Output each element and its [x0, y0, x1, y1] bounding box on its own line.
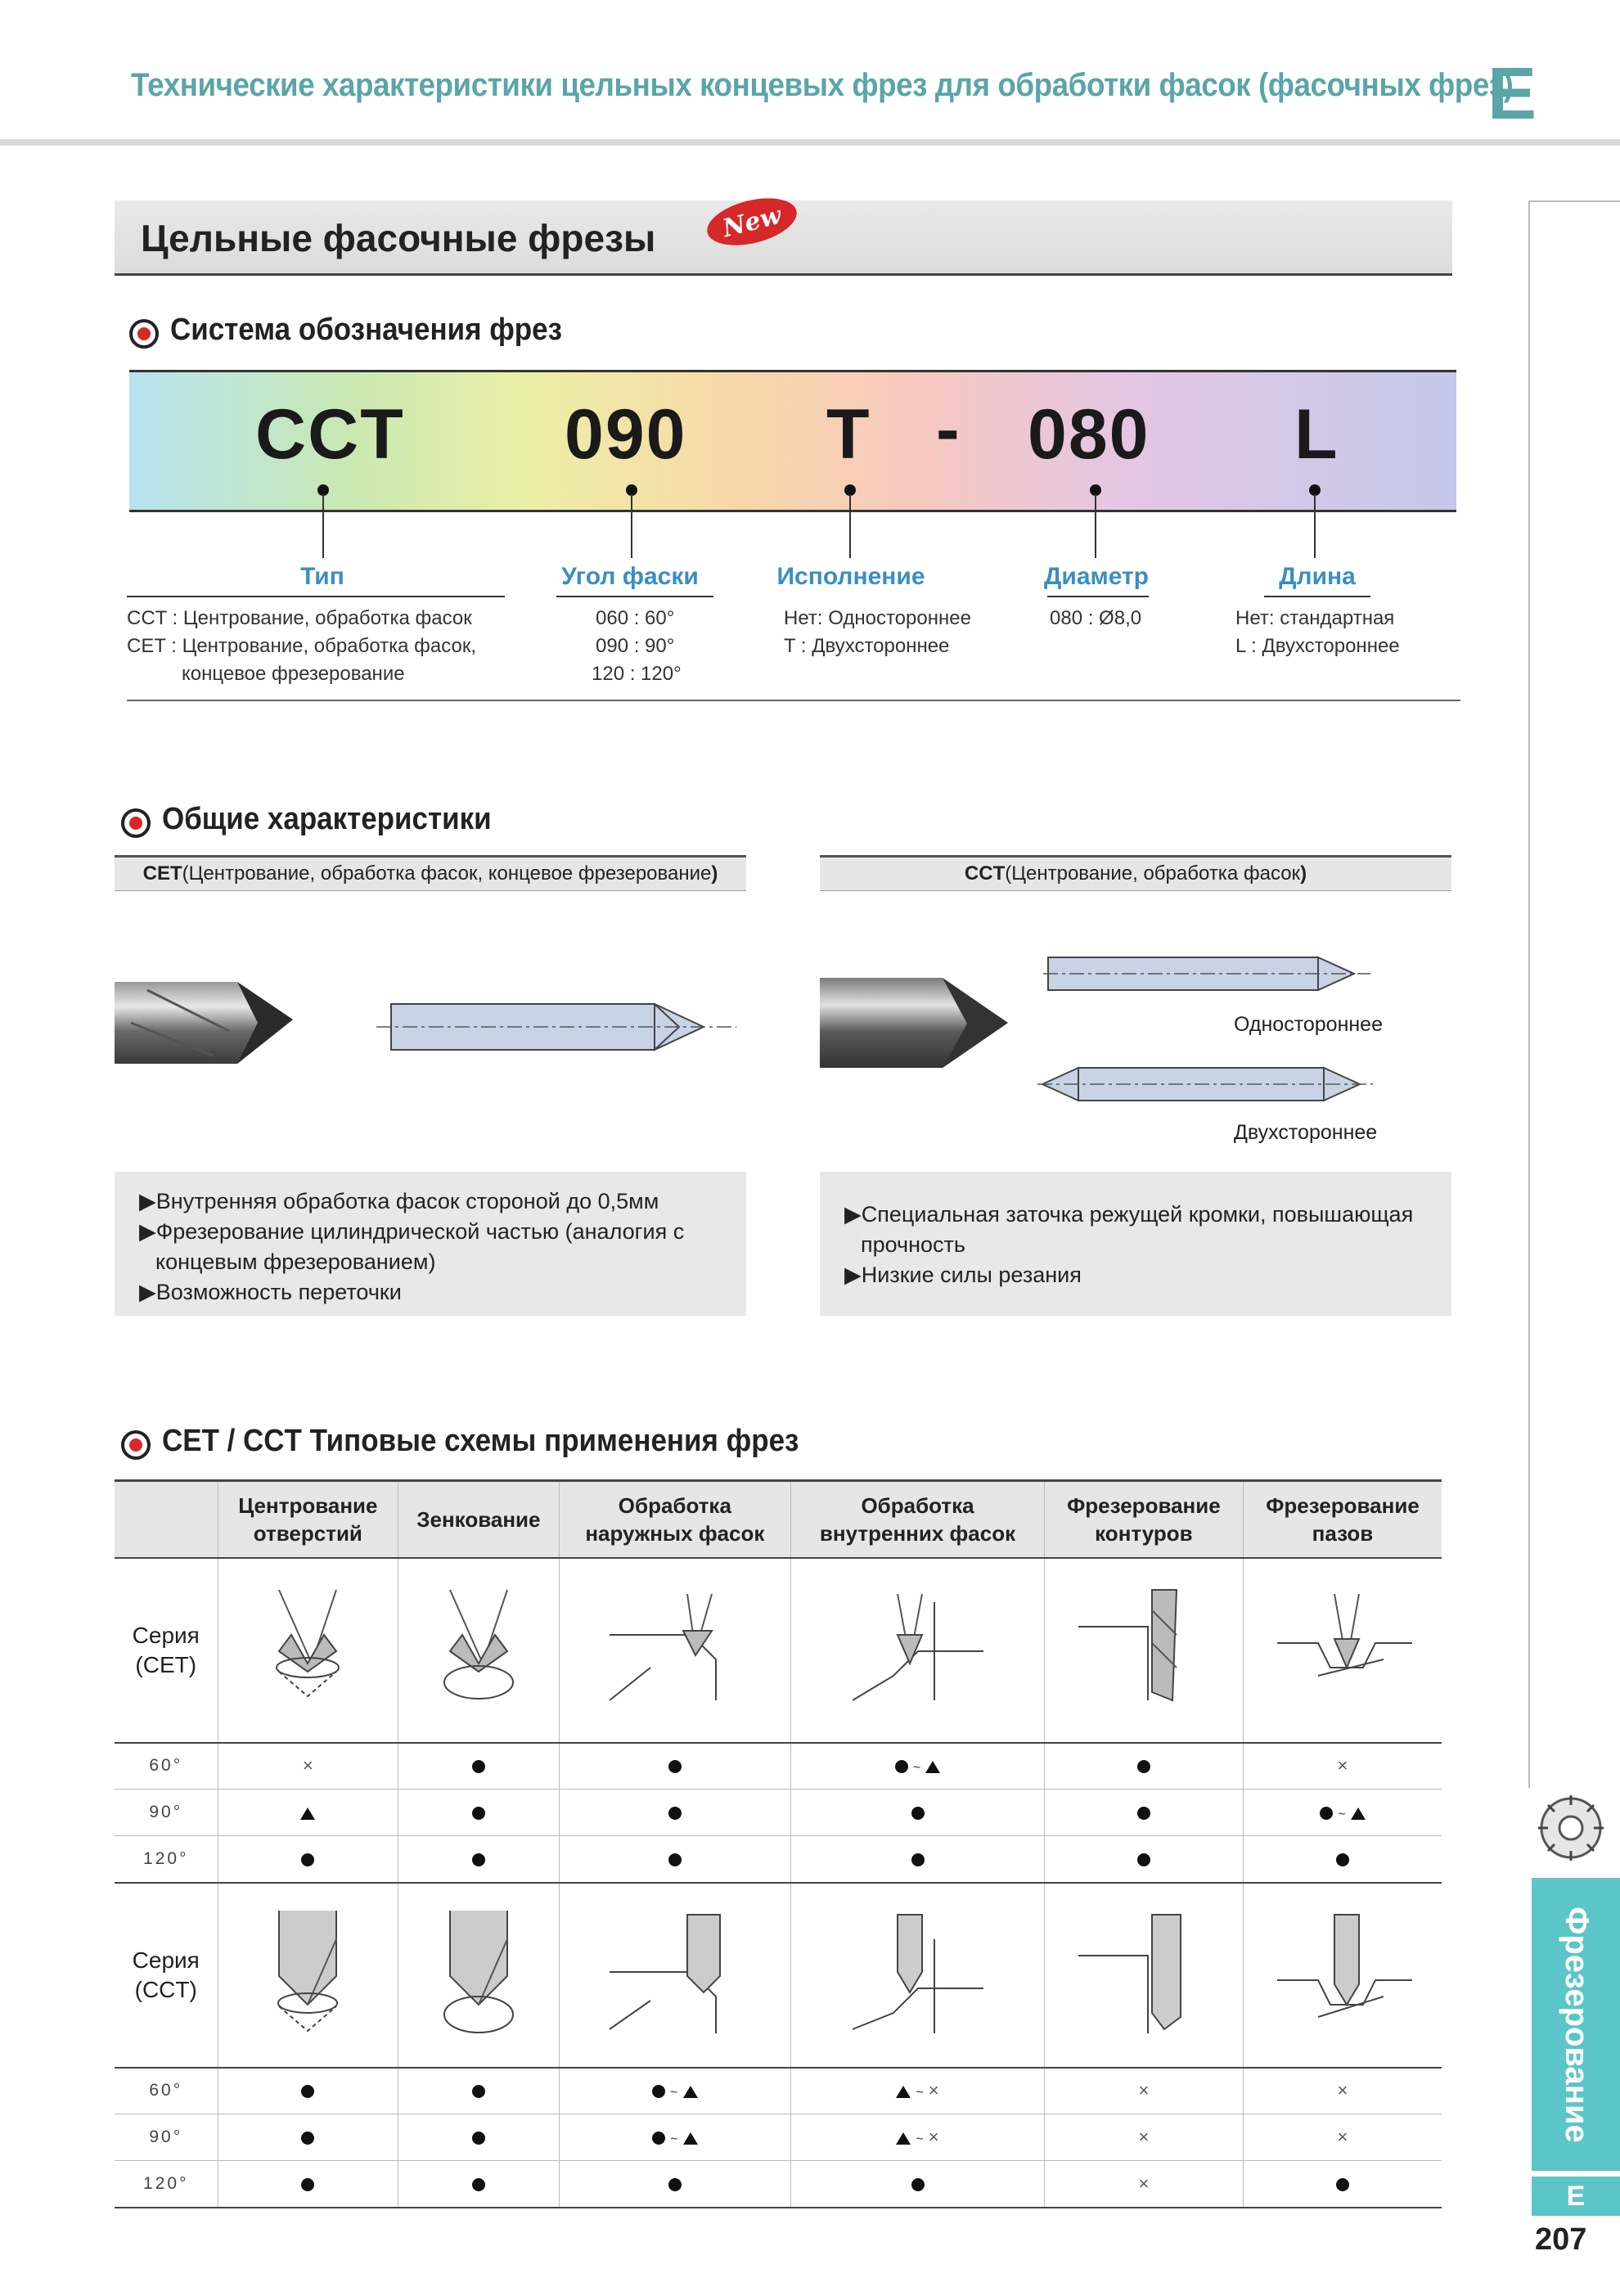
optimal-mark: [301, 2178, 314, 2191]
table-row: [115, 1883, 1442, 2068]
version-desc-double: T : Двухстороннее: [784, 635, 950, 657]
rating-cell: [1044, 1790, 1243, 1836]
application-diagram: [1243, 1558, 1442, 1743]
section-bullet-icon: [121, 1430, 151, 1460]
col-header: Фрезерование контуров: [1044, 1481, 1243, 1558]
table-row: [115, 1743, 1442, 1790]
rating-cell: [398, 2068, 559, 2114]
code-length: L: [1294, 395, 1339, 474]
applications-heading: CET / CCT Типовые схемы применения фрез: [162, 1424, 799, 1458]
acceptable-mark: [300, 1808, 315, 1820]
label-length: Длина: [1279, 563, 1356, 590]
rating-cell: [1243, 2114, 1442, 2161]
characteristics-heading: Общие характеристики: [162, 802, 492, 836]
designation-bottom-rule: [127, 700, 1460, 701]
not-recommended-mark: ×: [1337, 2127, 1348, 2147]
optimal-mark: [911, 2178, 925, 2191]
label-underline: [1047, 596, 1149, 597]
section-bullet-icon: [121, 808, 151, 838]
cet-header-code: CET: [142, 862, 182, 885]
application-diagram: [398, 1558, 559, 1743]
code-leader-line: [1314, 494, 1316, 558]
countersink-icon: [434, 1586, 524, 1708]
optimal-mark: [911, 1853, 925, 1866]
label-underline: [556, 596, 713, 597]
cet-feature-item: ▶Фрезерование цилиндрической частью (аналогия с концевым фрезерованием): [139, 1219, 685, 1274]
not-recommended-mark: ×: [1138, 2172, 1150, 2194]
cct-double-caption: Двухстороннее: [1234, 1121, 1378, 1144]
rating-cell: [218, 1790, 398, 1836]
type-desc-cet: CET : Центрование, обработка фасок,: [127, 635, 477, 657]
application-diagram: [1044, 1558, 1243, 1743]
cct-double-drawing: [1037, 1060, 1373, 1109]
acceptable-mark: [1351, 1808, 1366, 1820]
optimal-mark: [895, 1760, 908, 1773]
application-diagram: [398, 1883, 559, 2068]
optimal-mark: [472, 2178, 485, 2191]
diameter-desc: 080 : Ø8,0: [1050, 607, 1142, 629]
optimal-mark: [472, 1760, 485, 1773]
rating-cell: [398, 2114, 559, 2161]
cet-features-box: [115, 1172, 746, 1316]
application-diagram: [791, 1558, 1045, 1743]
series-label: Серия (CCT): [115, 1883, 218, 2068]
col-header: Центрование отверстий: [218, 1481, 398, 1558]
angle-desc-120: 120 : 120°: [592, 663, 682, 685]
section-title: Цельные фасочные фрезы: [141, 217, 656, 259]
table-row: [115, 2068, 1442, 2114]
outer-chamfer-icon: [601, 1907, 749, 2037]
cct-single-caption: Одностороннее: [1234, 1013, 1383, 1036]
header-divider: [0, 139, 1620, 146]
acceptable-mark: [896, 2086, 911, 2098]
rating-cell: [218, 1836, 398, 1883]
not-recommended-mark: ×: [1337, 2080, 1348, 2101]
rating-cell: ~: [559, 2068, 791, 2114]
optimal-mark: [652, 2085, 665, 2098]
contour-milling-icon: [1070, 1907, 1217, 2037]
code-type: CCT: [255, 395, 405, 474]
cct-header: [820, 855, 1451, 891]
rating-cell: ~ ×: [791, 2068, 1045, 2114]
angle-cell: 90°: [115, 2114, 218, 2161]
not-recommended-mark: ×: [1138, 2080, 1150, 2101]
applications-table: [115, 1479, 1442, 2208]
rating-cell: [398, 1790, 559, 1836]
table-row: [115, 2114, 1442, 2161]
optimal-mark: [652, 2132, 665, 2145]
page-number: 207: [1535, 2222, 1587, 2257]
rating-cell: [791, 1836, 1045, 1883]
not-recommended-mark: ×: [302, 1755, 313, 1776]
acceptable-mark: [896, 2132, 911, 2145]
rating-cell: [218, 1743, 398, 1790]
optimal-mark: [911, 1807, 925, 1820]
optimal-mark: [668, 1853, 682, 1866]
rating-cell: [791, 2161, 1045, 2208]
rating-cell: [218, 2114, 398, 2161]
cct-single-drawing: [1043, 949, 1370, 998]
acceptable-mark: [683, 2132, 698, 2145]
slot-milling-icon: [1269, 1586, 1416, 1708]
label-angle: Угол фаски: [561, 563, 699, 590]
cet-header: [115, 855, 746, 891]
type-desc-cct: CCT : Центрование, обработка фасок: [127, 607, 472, 629]
version-desc-single: Нет: Одностороннее: [784, 607, 971, 629]
cet-tool-photo: [115, 974, 335, 1072]
new-badge-text: New: [719, 200, 785, 244]
label-underline: [127, 596, 505, 597]
type-desc-cet-cont: концевое фрезерование: [182, 663, 405, 685]
optimal-mark: [1137, 1853, 1150, 1866]
optimal-mark: [472, 2132, 485, 2145]
label-type: Тип: [300, 563, 344, 590]
slot-milling-icon: [1269, 1907, 1416, 2037]
designation-heading: Система обозначения фрез: [170, 313, 562, 347]
label-version: Исполнение: [776, 563, 925, 590]
col-header: Обработка наружных фасок: [559, 1481, 791, 1558]
length-desc-double: L : Двухстороннее: [1235, 635, 1400, 657]
rating-cell: [1243, 2068, 1442, 2114]
cet-tool-drawing: [376, 994, 736, 1060]
angle-cell: 90°: [115, 1790, 218, 1836]
rating-cell: [398, 1836, 559, 1883]
rating-cell: [1044, 2068, 1243, 2114]
rating-cell: [1243, 1836, 1442, 1883]
series-label: Серия (CET): [115, 1558, 218, 1743]
optimal-mark: [1336, 1853, 1349, 1866]
optimal-mark: [472, 2085, 485, 2098]
not-recommended-mark: ×: [928, 2127, 939, 2147]
rating-cell: [559, 2161, 791, 2208]
col-header: Зенкование: [398, 1481, 559, 1558]
rating-cell: [1044, 1836, 1243, 1883]
optimal-mark: [301, 1853, 314, 1866]
rating-cell: [398, 2161, 559, 2208]
rating-cell: ~: [559, 2114, 791, 2161]
application-diagram: [1243, 1883, 1442, 2068]
rating-cell: ~ ×: [791, 2114, 1045, 2161]
col-header: Фрезерование пазов: [1243, 1481, 1442, 1558]
optimal-mark: [1137, 1760, 1150, 1773]
rating-cell: [559, 1743, 791, 1790]
code-leader-line: [631, 494, 632, 558]
angle-desc-90: 090 : 90°: [596, 635, 675, 657]
application-diagram: [218, 1558, 398, 1743]
cet-header-text: (Центрование, обработка фасок, концевое фрезерование: [182, 862, 712, 885]
col-header: Обработка внутренних фасок: [791, 1481, 1045, 1558]
not-recommended-mark: ×: [928, 2080, 939, 2101]
optimal-mark: [1320, 1807, 1333, 1820]
rating-cell: [559, 1790, 791, 1836]
section-letter: E: [1487, 53, 1537, 135]
rating-cell: [1243, 1743, 1442, 1790]
code-diameter: 080: [1028, 395, 1150, 474]
code-angle: 090: [565, 395, 687, 474]
optimal-mark: [668, 1807, 682, 1820]
cct-feature-item: ▶Низкие силы резания: [844, 1263, 1082, 1287]
optimal-mark: [301, 2132, 314, 2145]
application-diagram: [791, 1883, 1045, 2068]
code-dash: -: [936, 390, 961, 469]
inner-chamfer-icon: [844, 1907, 992, 2037]
contour-milling-icon: [1070, 1586, 1217, 1708]
optimal-mark: [1336, 2178, 1349, 2191]
centering-icon: [263, 1586, 353, 1708]
code-leader-line: [1095, 494, 1096, 558]
cct-header-close: ): [1300, 862, 1307, 885]
not-recommended-mark: ×: [1337, 1755, 1348, 1776]
length-desc-standard: Нет: стандартная: [1235, 607, 1395, 629]
milling-cutter-icon: [1535, 1792, 1607, 1864]
sidebar-letter: E: [1532, 2177, 1620, 2216]
sidebar-top-rule: [1528, 200, 1620, 202]
sidebar-tab-label: Фрезерование: [1558, 1906, 1595, 2143]
optimal-mark: [1137, 1807, 1150, 1820]
section-bullet-icon: [129, 319, 159, 349]
inner-chamfer-icon: [844, 1586, 992, 1708]
table-header-row: [115, 1481, 1442, 1558]
angle-cell: 120°: [115, 1836, 218, 1883]
code-version: T: [826, 395, 871, 474]
angle-cell: 60°: [115, 2068, 218, 2114]
label-diameter: Диаметр: [1044, 563, 1149, 590]
optimal-mark: [668, 1760, 682, 1773]
acceptable-mark: [683, 2086, 698, 2098]
acceptable-mark: [925, 1761, 940, 1773]
optimal-mark: [668, 2178, 682, 2191]
rating-cell: [559, 1836, 791, 1883]
angle-cell: 60°: [115, 1743, 218, 1790]
application-diagram: [1044, 1883, 1243, 2068]
table-row: [115, 1558, 1442, 1743]
rating-cell: [1044, 2161, 1243, 2208]
cet-header-close: ): [711, 862, 718, 885]
cct-tool-photo: [820, 970, 1016, 1076]
countersink-icon: [434, 1907, 524, 2037]
cct-feature-item: ▶Специальная заточка режущей кромки, повышающая прочность: [844, 1202, 1414, 1257]
outer-chamfer-icon: [601, 1586, 749, 1708]
cct-header-text: (Центрование, обработка фасок: [1005, 862, 1301, 885]
angle-cell: 120°: [115, 2161, 218, 2208]
cet-feature-item: ▶Возможность переточки: [139, 1280, 402, 1304]
rating-cell: [1243, 2161, 1442, 2208]
new-badge-icon: [704, 193, 800, 247]
angle-desc-60: 060 : 60°: [596, 607, 675, 629]
centering-icon: [263, 1907, 353, 2037]
code-leader-line: [322, 494, 324, 558]
optimal-mark: [301, 2085, 314, 2098]
optimal-mark: [472, 1853, 485, 1866]
cct-header-code: CCT: [964, 862, 1006, 885]
label-underline: [1264, 596, 1370, 597]
rating-cell: [218, 2068, 398, 2114]
application-diagram: [218, 1883, 398, 2068]
optimal-mark: [472, 1807, 485, 1820]
rating-cell: [1044, 1743, 1243, 1790]
table-row: [115, 1836, 1442, 1883]
table-corner-cell: [115, 1481, 218, 1558]
page-header-title: Технические характеристики цельных концевых фрез для обработки фасок (фасочных фрез): [131, 67, 1514, 103]
rating-cell: ~: [791, 1743, 1045, 1790]
table-row: [115, 1790, 1442, 1836]
not-recommended-mark: ×: [1138, 2127, 1150, 2147]
application-diagram: [559, 1558, 791, 1743]
rating-cell: [398, 1743, 559, 1790]
application-diagram: [559, 1883, 791, 2068]
rating-cell: [1044, 2114, 1243, 2161]
rating-cell: [218, 2161, 398, 2208]
sidebar-rule: [1528, 200, 1530, 1788]
code-leader-line: [849, 494, 851, 558]
rating-cell: [791, 1790, 1045, 1836]
table-row: [115, 2161, 1442, 2208]
cct-features-box: [820, 1172, 1451, 1316]
cet-feature-item: ▶Внутренняя обработка фасок стороной до 0,5мм: [139, 1189, 659, 1213]
rating-cell: ~: [1243, 1790, 1442, 1836]
